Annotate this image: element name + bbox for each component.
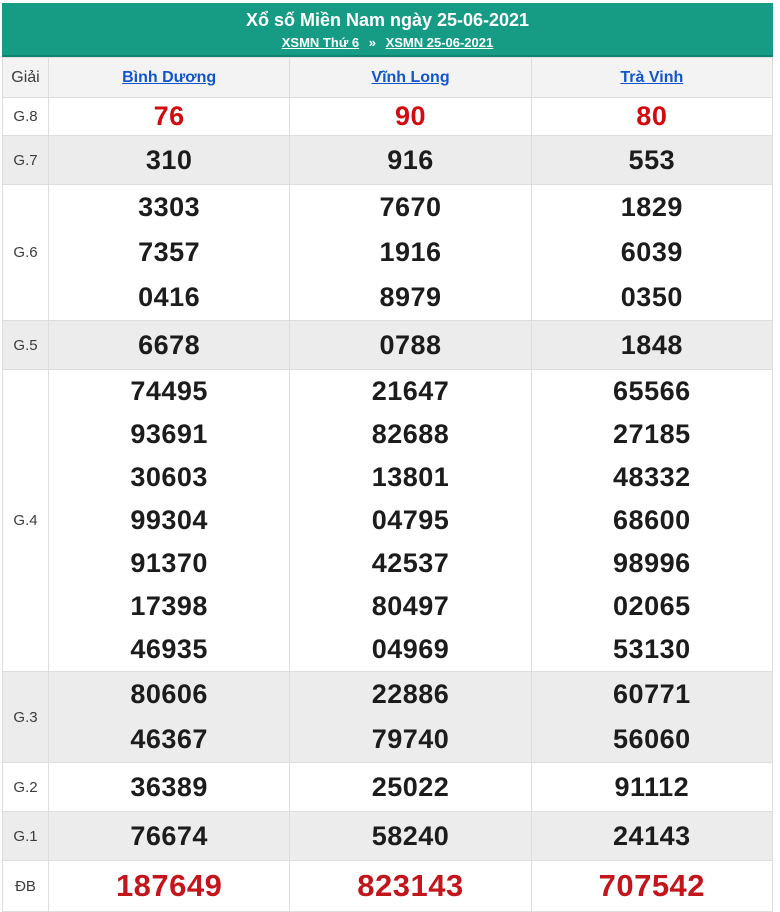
column-header-tra-vinh (531, 58, 772, 98)
prize-row-g6 (3, 185, 773, 321)
result-cell (531, 185, 772, 321)
result-number: 56060 (613, 724, 691, 754)
result-number: 0416 (138, 282, 201, 312)
result-number: 17398 (130, 591, 208, 621)
prize-label: G.5 (3, 321, 49, 370)
province-link-tra-vinh[interactable]: Trà Vinh (620, 68, 684, 86)
result-cell (49, 812, 290, 861)
result-number: 30603 (130, 462, 208, 492)
result-number: 8979 (379, 282, 442, 312)
province-link-vinh-long[interactable]: Vĩnh Long (371, 68, 450, 86)
result-cell (531, 321, 772, 370)
result-cell (531, 861, 772, 912)
result-number: 46935 (130, 634, 208, 664)
result-cell (531, 98, 772, 136)
result-cell (290, 98, 531, 136)
result-number: 60771 (613, 679, 691, 709)
result-number: 1829 (620, 192, 683, 222)
result-cell (290, 672, 531, 763)
result-number: 90 (394, 101, 427, 131)
result-number: 91370 (130, 548, 208, 578)
result-number: 187649 (115, 868, 223, 903)
prize-row-g3 (3, 672, 773, 763)
result-cell (531, 812, 772, 861)
result-cell (531, 370, 772, 672)
result-number: 53130 (613, 634, 691, 664)
result-cell (49, 861, 290, 912)
result-cell (531, 136, 772, 185)
result-number: 27185 (613, 419, 691, 449)
prize-column-header: Giải (3, 58, 49, 98)
result-number: 04795 (371, 505, 450, 535)
results-table-body (3, 98, 773, 912)
result-number: 68600 (613, 505, 691, 535)
result-cell (290, 321, 531, 370)
result-cell (531, 672, 772, 763)
result-number: 65566 (613, 376, 691, 406)
result-number: 99304 (130, 505, 208, 535)
prize-row-g7 (3, 136, 773, 185)
result-number: 25022 (371, 771, 450, 802)
breadcrumb-link-date[interactable]: XSMN 25-06-2021 (385, 35, 494, 50)
prize-label: G.1 (3, 812, 49, 861)
result-cell (49, 672, 290, 763)
results-header (2, 3, 773, 57)
prize-label: G.3 (3, 672, 49, 763)
result-cell (290, 185, 531, 321)
result-number: 7670 (379, 192, 442, 222)
prize-label: G.2 (3, 763, 49, 812)
result-number: 1848 (620, 329, 683, 360)
result-cell (49, 98, 290, 136)
prize-row-g1 (3, 812, 773, 861)
result-number: 80606 (130, 679, 208, 709)
prize-row-g2 (3, 763, 773, 812)
result-cell (290, 763, 531, 812)
prize-label: ĐB (3, 861, 49, 912)
result-number: 823143 (357, 868, 464, 903)
breadcrumb (2, 34, 773, 52)
result-number: 02065 (613, 591, 691, 621)
prize-row-g8 (3, 98, 773, 136)
result-cell (290, 136, 531, 185)
result-number: 58240 (371, 820, 450, 851)
result-number: 48332 (613, 462, 691, 492)
column-header-binh-duong (49, 58, 290, 98)
result-number: 6039 (620, 237, 683, 267)
result-number: 74495 (130, 376, 208, 406)
prize-row-g4 (3, 370, 773, 672)
result-number: 80497 (371, 591, 450, 621)
result-number: 82688 (371, 419, 450, 449)
result-number: 04969 (371, 634, 450, 664)
prize-label: G.7 (3, 136, 49, 185)
result-number: 7357 (138, 237, 201, 267)
column-header-vinh-long (290, 58, 531, 98)
result-cell (49, 185, 290, 321)
result-cell (49, 763, 290, 812)
result-number: 80 (636, 101, 668, 131)
result-number: 46367 (130, 724, 208, 754)
prize-row-g5 (3, 321, 773, 370)
breadcrumb-link-weekday[interactable]: XSMN Thứ 6 (281, 35, 360, 50)
result-cell (531, 763, 772, 812)
result-number: 24143 (613, 820, 691, 851)
results-table (2, 57, 773, 912)
prize-label: G.6 (3, 185, 49, 321)
result-cell (49, 136, 290, 185)
result-number: 91112 (614, 771, 690, 802)
province-link-binh-duong[interactable]: Bình Dương (122, 68, 217, 86)
result-number: 0788 (379, 329, 442, 360)
prize-label: G.4 (3, 370, 49, 672)
page-title: Xổ số Miền Nam ngày 25-06-2021 (245, 10, 530, 30)
result-cell (49, 370, 290, 672)
result-cell (290, 370, 531, 672)
table-header-row (3, 58, 773, 98)
result-number: 21647 (371, 376, 450, 406)
prize-label: G.8 (3, 98, 49, 136)
result-number: 93691 (130, 419, 208, 449)
result-number: 916 (387, 144, 434, 175)
result-number: 1916 (379, 237, 442, 267)
result-number: 79740 (371, 724, 450, 754)
result-number: 22886 (371, 679, 450, 709)
result-number: 36389 (130, 771, 208, 802)
breadcrumb-separator: » (368, 35, 376, 50)
result-number: 13801 (371, 462, 450, 492)
result-number: 0350 (620, 282, 683, 312)
result-number: 98996 (613, 548, 691, 578)
result-number: 76 (153, 101, 185, 131)
result-number: 76674 (130, 820, 208, 851)
prize-row-đb (3, 861, 773, 912)
result-number: 310 (145, 144, 193, 175)
result-cell (290, 812, 531, 861)
result-number: 3303 (138, 192, 201, 222)
result-number: 6678 (138, 329, 201, 360)
result-number: 707542 (598, 868, 706, 903)
result-number: 553 (628, 144, 676, 175)
result-number: 42537 (371, 548, 450, 578)
result-cell (49, 321, 290, 370)
result-cell (290, 861, 531, 912)
